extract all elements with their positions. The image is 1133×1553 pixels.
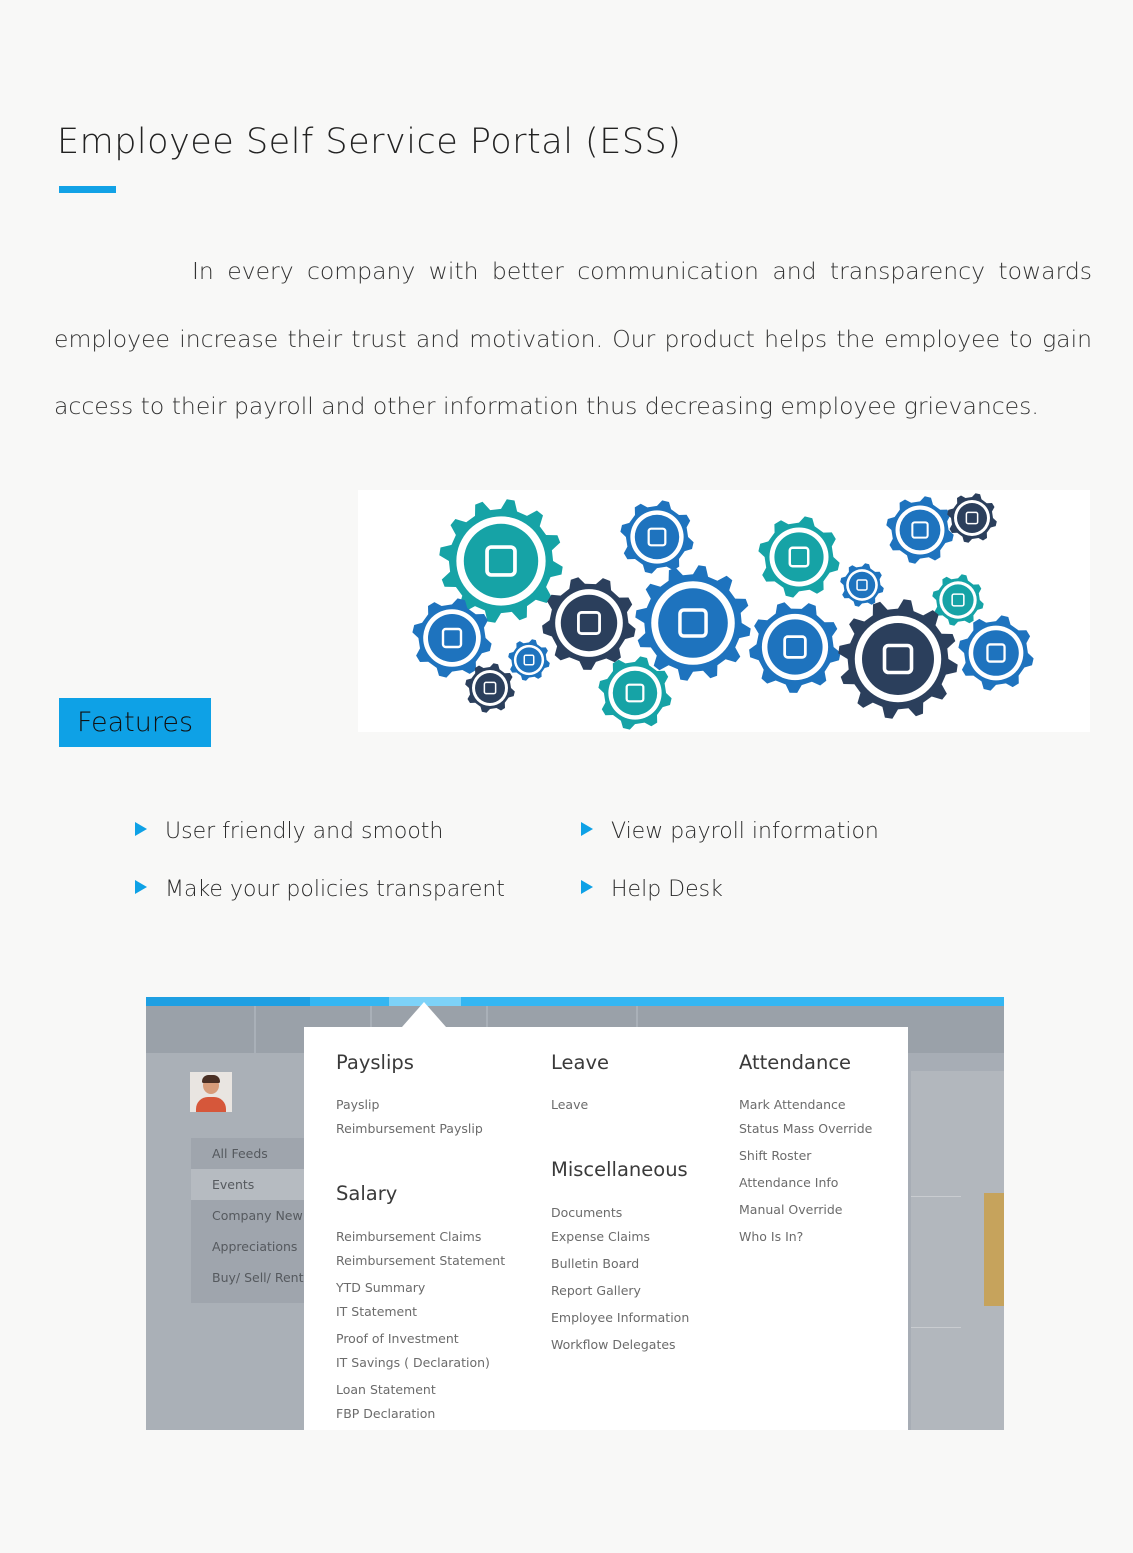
menu-item-bulletin-board[interactable]: Bulletin Board (551, 1256, 640, 1271)
divider (911, 1327, 961, 1328)
bullet-arrow-icon (135, 880, 147, 894)
search-icon (508, 639, 550, 681)
left-menu-item-appreciations[interactable]: Appreciations (212, 1239, 298, 1254)
misc-heading: Miscellaneous (551, 1158, 688, 1181)
bullet-arrow-icon (135, 822, 147, 836)
money-icon (749, 602, 841, 693)
handshake-icon (838, 599, 957, 718)
top-accent-segment (146, 997, 310, 1006)
menu-item-who-is-in[interactable]: Who Is In? (739, 1229, 804, 1244)
gears-illustration (358, 490, 1090, 732)
menu-item-reimbursement-statement[interactable]: Reimbursement Statement (336, 1253, 506, 1268)
feature-item (581, 819, 879, 844)
menu-item-workflow-delegates[interactable]: Workflow Delegates (551, 1337, 676, 1352)
bullet-arrow-icon (581, 822, 593, 836)
feature-text: User friendly and smooth (165, 819, 444, 844)
menu-item-expense-claims[interactable]: Expense Claims (551, 1229, 651, 1244)
dropdown-caret (402, 1002, 446, 1027)
menu-item-ytd-summary[interactable]: YTD Summary (336, 1280, 426, 1295)
avatar-hair (202, 1075, 220, 1083)
divider (911, 1196, 961, 1197)
menu-item-status-mass-override[interactable]: Status Mass Override (739, 1121, 873, 1136)
megaphone-icon (958, 615, 1033, 690)
feature-text: Make your policies transparent (165, 877, 505, 902)
menu-item-manual-override[interactable]: Manual Override (739, 1202, 843, 1217)
dropdown-menu (304, 1027, 908, 1430)
leave-section (551, 1051, 610, 1112)
misc-section (551, 1158, 690, 1352)
gears-graphic (358, 490, 1090, 732)
feature-item (581, 877, 723, 902)
menu-item-reimbursement-payslip[interactable]: Reimbursement Payslip (336, 1121, 483, 1136)
feature-text: View payroll information (611, 819, 879, 844)
pie-chart-icon (840, 563, 884, 607)
clipboard-icon (542, 577, 636, 670)
salary-heading: Salary (336, 1182, 398, 1205)
page-title: Employee Self Service Portal (ESS) (57, 122, 682, 162)
menu-item-it-statement[interactable]: IT Statement (336, 1304, 418, 1319)
nav-divider (254, 1006, 256, 1053)
attendance-section (739, 1051, 873, 1244)
left-menu (191, 1138, 311, 1303)
left-menu-item-events[interactable]: Events (191, 1169, 311, 1200)
menu-item-attendance-info[interactable]: Attendance Info (739, 1175, 839, 1190)
leave-heading: Leave (551, 1051, 610, 1074)
puzzle-icon (932, 574, 983, 625)
menu-item-payslip[interactable]: Payslip (336, 1097, 380, 1112)
menu-item-loan-statement[interactable]: Loan Statement (336, 1382, 436, 1397)
menu-item-shift-roster[interactable]: Shift Roster (739, 1148, 812, 1163)
left-menu-item-all-feeds[interactable]: All Feeds (212, 1146, 268, 1161)
menu-item-fbp-declaration[interactable]: FBP Declaration (336, 1406, 436, 1421)
target-icon (635, 565, 750, 680)
avatar[interactable] (190, 1072, 232, 1112)
left-menu-item-buy-sell-rent[interactable]: Buy/ Sell/ Rent (212, 1270, 304, 1285)
attendance-heading: Attendance (739, 1051, 852, 1074)
menu-item-reimbursement-claims[interactable]: Reimbursement Claims (336, 1229, 482, 1244)
menu-item-leave[interactable]: Leave (551, 1097, 589, 1112)
intro-paragraph: In every company with better communication and transparency towards employee increase their trust and motivation. Our product helps the employee to gain access to their payroll and other information thus decreasing employee grievances. (54, 257, 1092, 420)
menu-item-employee-information[interactable]: Employee Information (551, 1310, 690, 1325)
calendar-icon (758, 516, 839, 597)
salary-section (336, 1182, 506, 1421)
left-menu-item-company-news[interactable]: Company New (212, 1208, 303, 1223)
feature-item (135, 819, 443, 844)
portal-screenshot (146, 997, 1004, 1430)
menu-item-proof-of-investment[interactable]: Proof of Investment (336, 1331, 459, 1346)
trophy-icon (886, 496, 953, 563)
payslips-heading: Payslips (336, 1051, 414, 1074)
chart-icon (620, 500, 693, 573)
menu-item-report-gallery[interactable]: Report Gallery (551, 1283, 641, 1298)
feature-text: Help Desk (611, 877, 723, 902)
menu-item-documents[interactable]: Documents (551, 1205, 623, 1220)
briefcase-icon (947, 493, 997, 543)
bullet-arrow-icon (581, 880, 593, 894)
menu-item-mark-attendance[interactable]: Mark Attendance (739, 1097, 846, 1112)
menu-item-it-savings[interactable]: IT Savings ( Declaration) (336, 1355, 490, 1370)
features-badge: Features (59, 698, 211, 747)
avatar-body (196, 1097, 226, 1112)
feature-item (135, 877, 505, 902)
title-underline (59, 186, 116, 193)
side-tab[interactable] (984, 1193, 1004, 1306)
team-icon (412, 598, 491, 677)
payslips-section (336, 1051, 483, 1136)
